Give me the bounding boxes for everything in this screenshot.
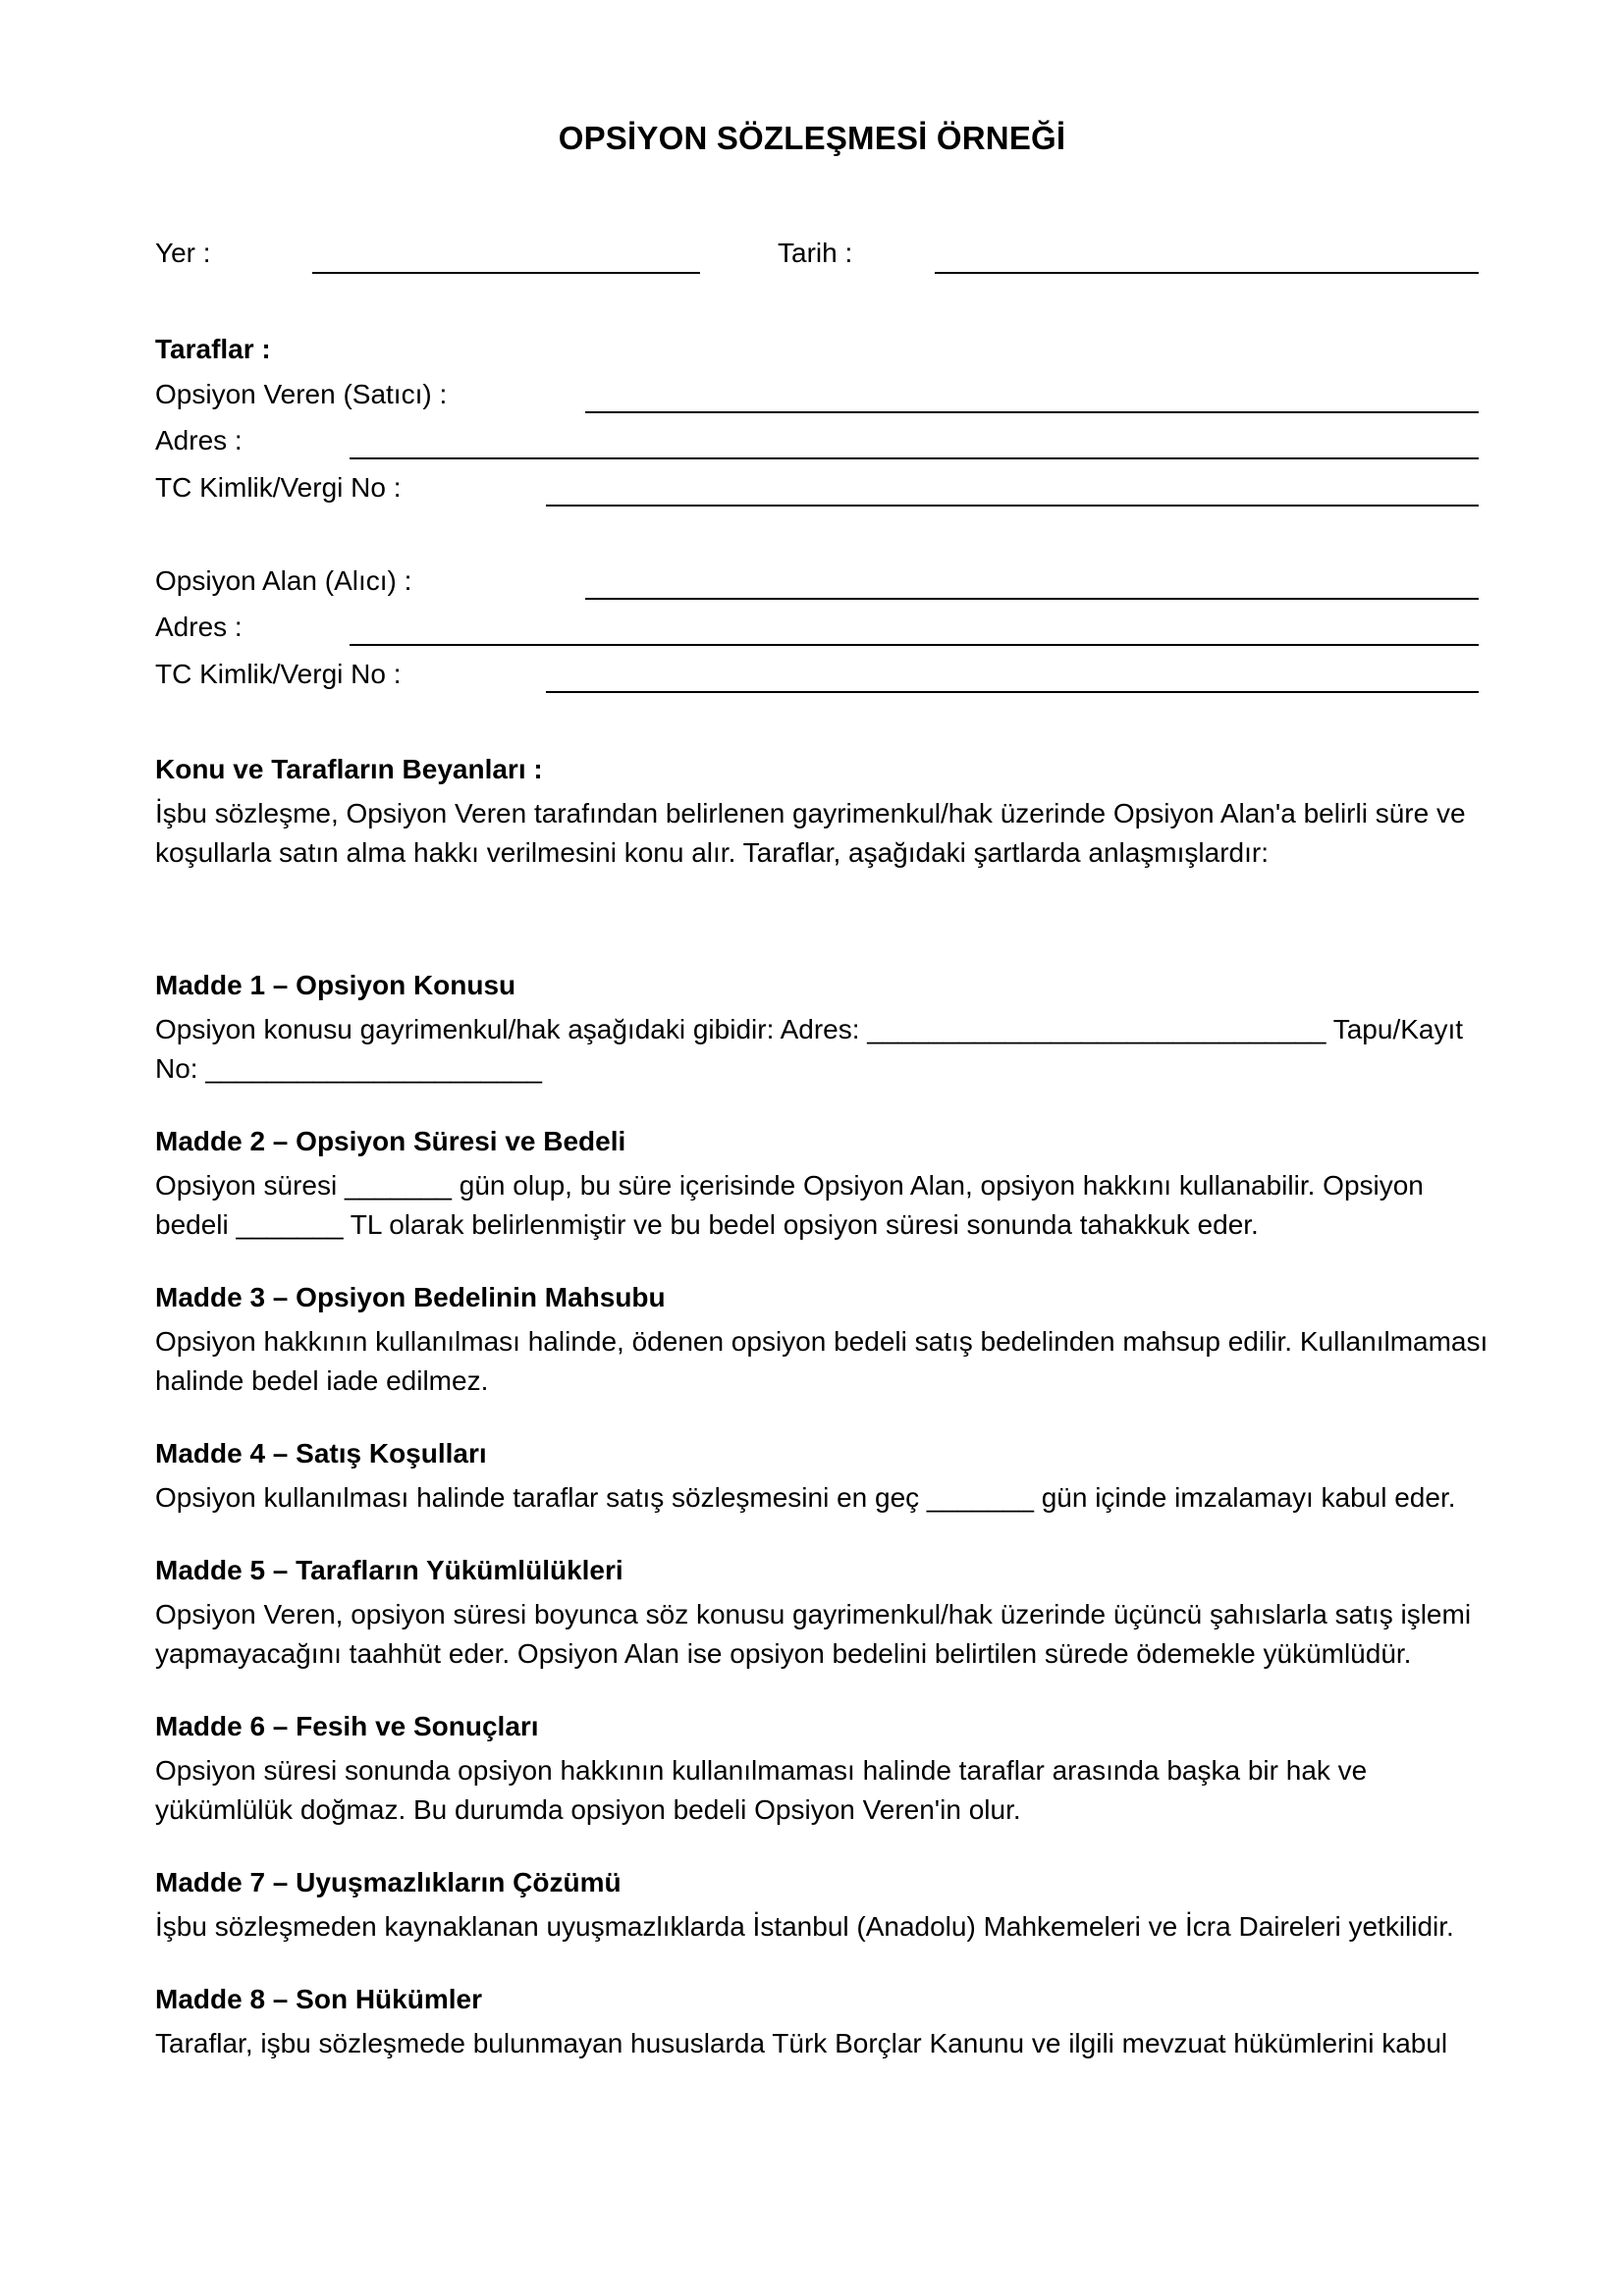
place-label: Yer : [155, 238, 211, 268]
seller-address-line[interactable] [350, 457, 1479, 459]
article-text: Opsiyon konusu gayrimenkul/hak aşağıdaki gibidir: Adres: ______________________________ Tapu/Kayıt No: ______________________ [155, 1014, 1464, 1084]
article-text: İşbu sözleşmeden kaynaklanan uyuşmazlıklarda İstanbul (Anadolu) Mahkemeleri ve İcra Daireleri yetkilidir. [155, 1911, 1454, 1942]
buyer-id-label: TC Kimlik/Vergi No : [155, 659, 402, 689]
article-heading: Madde 8 – Son Hükümler [155, 1984, 482, 2014]
date-label: Tarih : [778, 238, 853, 268]
article-7 [155, 1866, 1490, 1947]
article-5 [155, 1554, 1490, 1674]
article-text: Opsiyon süresi sonunda opsiyon hakkının kullanılmaması halinde taraflar arasında başka bir hak ve yükümlülük doğmaz. Bu durumda opsiyon bedeli Opsiyon Veren'in olur. [155, 1755, 1368, 1825]
subject-section [155, 753, 1490, 873]
article-4 [155, 1437, 1490, 1518]
article-6 [155, 1710, 1490, 1830]
seller-name-label: Opsiyon Veren (Satıcı) : [155, 379, 448, 409]
buyer-name-label: Opsiyon Alan (Alıcı) : [155, 565, 412, 596]
article-text: Opsiyon kullanılması halinde taraflar satış sözleşmesini en geç _______ gün içinde imzalamayı kabul eder. [155, 1482, 1456, 1513]
article-heading: Madde 5 – Tarafların Yükümlülükleri [155, 1555, 623, 1585]
article-text: Opsiyon Veren, opsiyon süresi boyunca söz konusu gayrimenkul/hak üzerinde üçüncü şahıslarla satış işlemi yapmayacağını taahhüt eder. Opsiyon Alan ise opsiyon bedelini belirtilen sürede ödemekle yükümlüdür. [155, 1599, 1472, 1669]
article-heading: Madde 2 – Opsiyon Süresi ve Bedeli [155, 1126, 626, 1156]
document-title: OPSİYON SÖZLEŞMESİ ÖRNEĞİ [558, 120, 1066, 156]
article-2 [155, 1125, 1490, 1245]
subject-text: İşbu sözleşme, Opsiyon Veren tarafından belirlenen gayrimenkul/hak üzerinde Opsiyon Alan'a belirli süre ve koşullarla satın alma hakkı verilmesini konu alır. Taraflar, aşağıdaki şartlarda anlaşmışlardır: [155, 798, 1466, 868]
buyer-address-line[interactable] [350, 644, 1479, 646]
buyer-id-line[interactable] [546, 691, 1479, 693]
date-field-line[interactable] [935, 272, 1479, 274]
article-heading: Madde 6 – Fesih ve Sonuçları [155, 1711, 539, 1741]
article-text: Taraflar, işbu sözleşmede bulunmayan hususlarda Türk Borçlar Kanunu ve ilgili mevzuat hükümlerini kabul [155, 2028, 1448, 2058]
subject-heading: Konu ve Tarafların Beyanları : [155, 754, 543, 784]
seller-address-label: Adres : [155, 425, 243, 455]
parties-heading: Taraflar : [155, 334, 271, 364]
article-heading: Madde 7 – Uyuşmazlıkların Çözümü [155, 1867, 622, 1897]
article-1 [155, 969, 1490, 1089]
article-3 [155, 1281, 1490, 1401]
buyer-address-label: Adres : [155, 612, 243, 642]
article-heading: Madde 3 – Opsiyon Bedelinin Mahsubu [155, 1282, 666, 1312]
place-field-line[interactable] [312, 272, 700, 274]
article-8 [155, 1983, 1490, 2063]
buyer-name-line[interactable] [585, 598, 1479, 600]
seller-name-line[interactable] [585, 411, 1479, 413]
seller-id-line[interactable] [546, 505, 1479, 507]
article-text: Opsiyon hakkının kullanılması halinde, ödenen opsiyon bedeli satış bedelinden mahsup edilir. Kullanılmaması halinde bedel iade edilmez. [155, 1326, 1489, 1396]
article-text: Opsiyon süresi _______ gün olup, bu süre içerisinde Opsiyon Alan, opsiyon hakkını kullanabilir. Opsiyon bedeli _______ TL olarak belirlenmiştir ve bu bedel opsiyon süresi sonunda tahakkuk eder. [155, 1170, 1424, 1240]
article-heading: Madde 4 – Satış Koşulları [155, 1438, 487, 1468]
seller-id-label: TC Kimlik/Vergi No : [155, 472, 402, 503]
article-heading: Madde 1 – Opsiyon Konusu [155, 970, 516, 1000]
